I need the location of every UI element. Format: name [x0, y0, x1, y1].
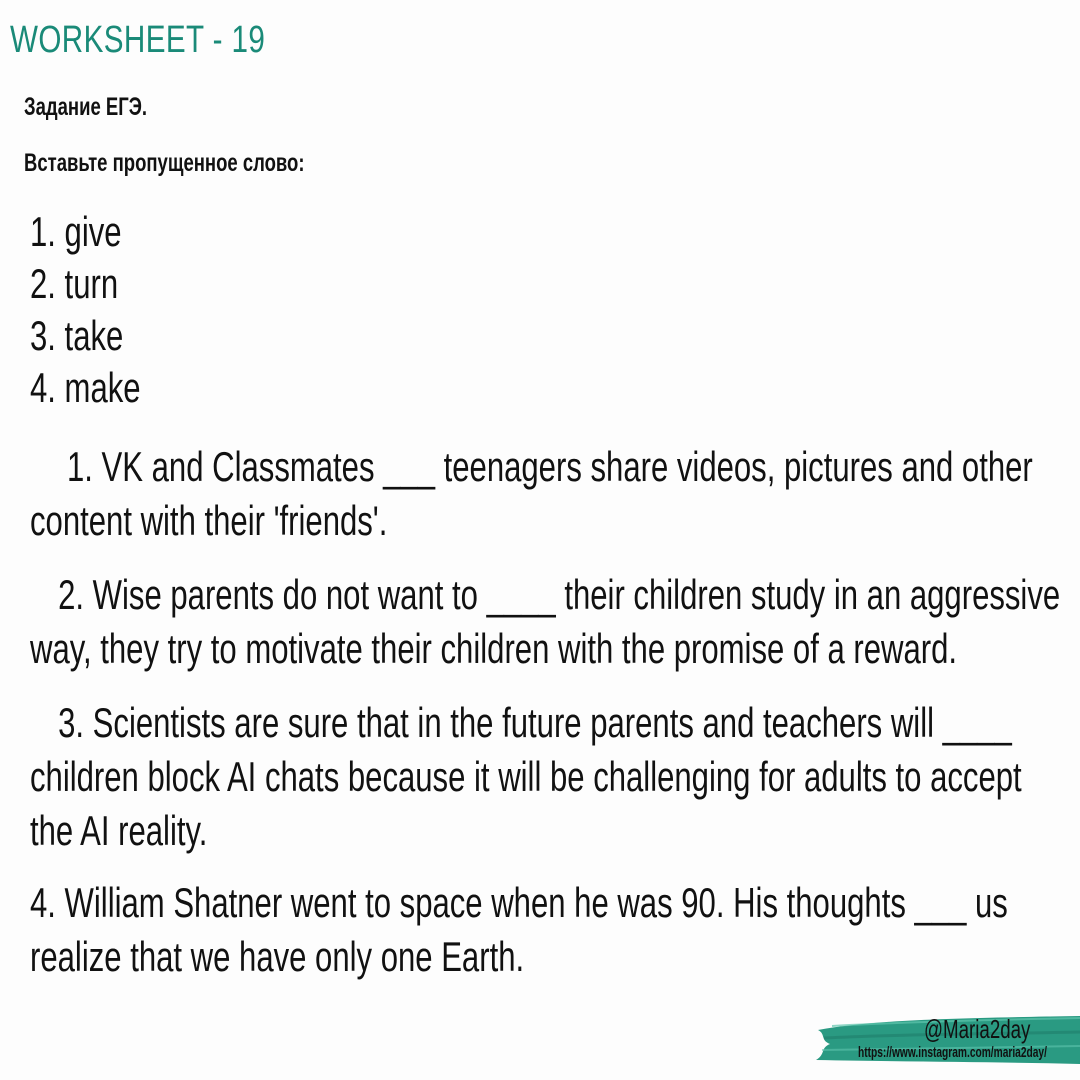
word-option: 4. make	[30, 364, 141, 411]
word-option: 1. give	[30, 208, 122, 255]
worksheet-title: WORKSHEET - 19	[10, 19, 266, 61]
word-option: 2. turn	[30, 260, 119, 307]
task-heading: Задание ЕГЭ.	[24, 93, 148, 121]
author-watermark	[812, 1012, 1080, 1066]
author-handle: @Maria2day	[924, 1014, 1031, 1044]
author-url: https://www.instagram.com/maria2day/	[858, 1044, 1047, 1061]
question-2: 2. Wise parents do not want to ____ their children study in an aggressive way, they try to motivate their children with the promise of a reward.	[30, 571, 1061, 672]
question-1: 1. VK and Classmates ___ teenagers share videos, pictures and other content with their 'friends'.	[30, 443, 1033, 544]
word-options-list	[30, 206, 179, 414]
question-4: 4. William Shatner went to space when he was 90. His thoughts ___ us realize that we have only one Earth.	[30, 879, 1008, 980]
word-option: 3. take	[30, 312, 124, 359]
question-3: 3. Scientists are sure that in the future parents and teachers will ____ children block AI chats because it will be challenging for adults to accept the AI reality.	[30, 699, 1022, 854]
questions-list	[30, 440, 1062, 984]
task-instruction: Вставьте пропущенное слово:	[24, 149, 305, 177]
